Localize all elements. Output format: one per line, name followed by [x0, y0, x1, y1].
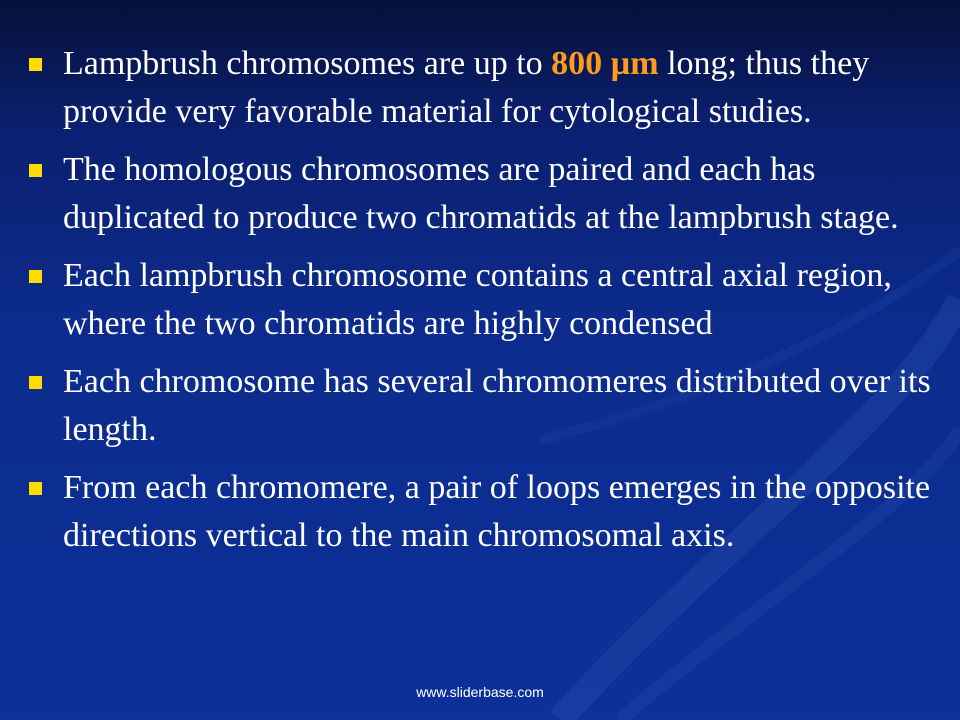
footer-source-link[interactable]: www.sliderbase.com — [416, 684, 544, 700]
square-bullet-icon — [29, 376, 42, 389]
bullet-list — [26, 40, 946, 570]
square-bullet-icon — [29, 482, 42, 495]
bullet-item — [26, 146, 946, 242]
highlighted-measurement: 800 µm — [551, 45, 659, 82]
bullet-item — [26, 358, 946, 454]
bullet-text: The homologous chromosomes are paired and each has duplicated to produce two chromatids at the lampbrush stage. — [63, 151, 899, 236]
bullet-text: long; thus they provide very favorable material for cytological studies. — [63, 45, 870, 130]
bullet-text: Each lampbrush chromosome contains a central axial region, where the two chromatids are highly condensed — [63, 257, 892, 342]
bullet-item — [26, 252, 946, 348]
bullet-text: Each chromosome has several chromomeres distributed over its length. — [63, 363, 931, 448]
bullet-item — [26, 464, 946, 560]
bullet-text: From each chromomere, a pair of loops emerges in the opposite directions vertical to the main chromosomal axis. — [63, 469, 931, 554]
bullet-item — [26, 40, 946, 136]
square-bullet-icon — [29, 270, 42, 283]
bullet-text: Lampbrush chromosomes are up to — [63, 45, 552, 82]
square-bullet-icon — [29, 58, 42, 71]
square-bullet-icon — [29, 164, 42, 177]
